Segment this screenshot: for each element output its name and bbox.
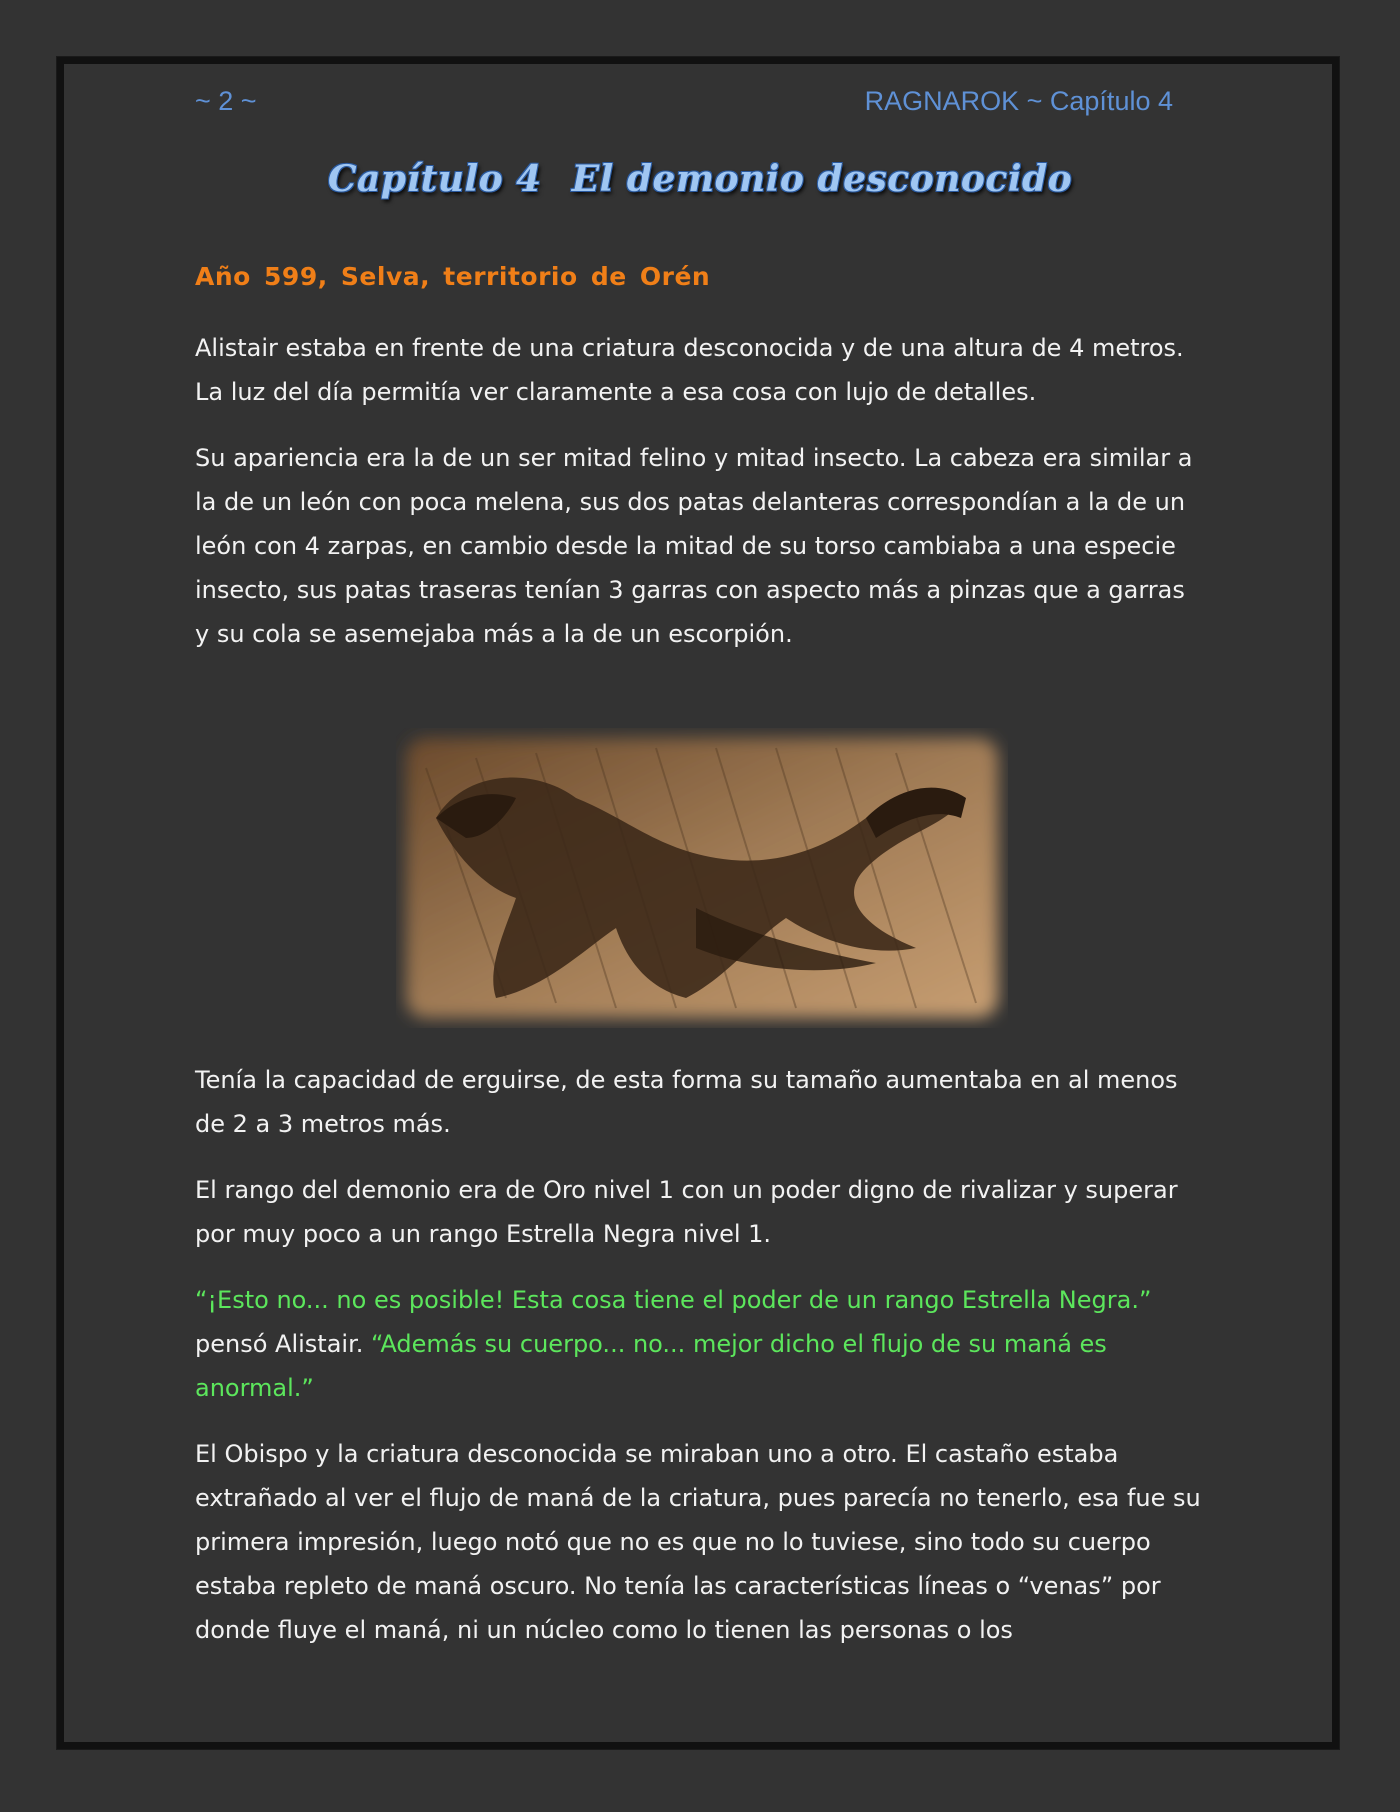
thought-quote-2: “Además su cuerpo... no... mejor dicho el flujo de su maná es anormal.” (195, 1330, 1107, 1402)
page-number: ~ 2 ~ (195, 86, 257, 116)
paragraph-2: Su apariencia era la de un ser mitad felino y mitad insecto. La cabeza era similar a la de un león con poca melena, sus dos patas delanteras correspondían a la de un león con 4 zarpas, en cambio desde la mitad de su torso cambiaba a una especie insecto, sus patas traseras tenían 3 garras con aspecto más a pinzas que a garras y su cola se asemejaba más a la de un escorpión. (195, 444, 1193, 648)
paragraph-6: El Obispo y la criatura desconocida se miraban uno a otro. El castaño estaba extrañado al ver el flujo de maná de la criatura, pues parecía no tenerlo, esa fue su primera impresión, luego notó que no es que no lo tuviese, sino todo su cuerpo estaba repleto de maná oscuro. No tenía las características líneas o “venas” por donde fluye el maná, ni un núcleo como lo tienen las personas o los (195, 1440, 1201, 1644)
chapter-name: El demonio desconocido (571, 158, 1073, 200)
paragraph-3: Tenía la capacidad de erguirse, de esta forma su tamaño aumentaba en al menos de 2 a 3 metros más. (195, 1066, 1178, 1138)
thought-quote-1: “¡Esto no... no es posible! Esta cosa tiene el poder de un rango Estrella Negra.” (195, 1286, 1152, 1314)
location-heading: Año 599, Selva, territorio de Orén (195, 262, 711, 291)
chapter-title (0, 158, 1400, 200)
paragraph-4: El rango del demonio era de Oro nivel 1 con un poder digno de rivalizar y superar por muy poco a un rango Estrella Negra nivel 1. (195, 1176, 1178, 1248)
narration: pensó Alistair. (195, 1330, 371, 1358)
chapter-number: Capítulo 4 (327, 158, 542, 200)
paragraph-5 (195, 1278, 1205, 1410)
running-head: RAGNAROK ~ Capítulo 4 (864, 86, 1173, 116)
creature-illustration (396, 728, 1008, 1028)
paragraph-1: Alistair estaba en frente de una criatura desconocida y de una altura de 4 metros. La luz del día permitía ver claramente a esa cosa con lujo de detalles. (195, 334, 1184, 406)
